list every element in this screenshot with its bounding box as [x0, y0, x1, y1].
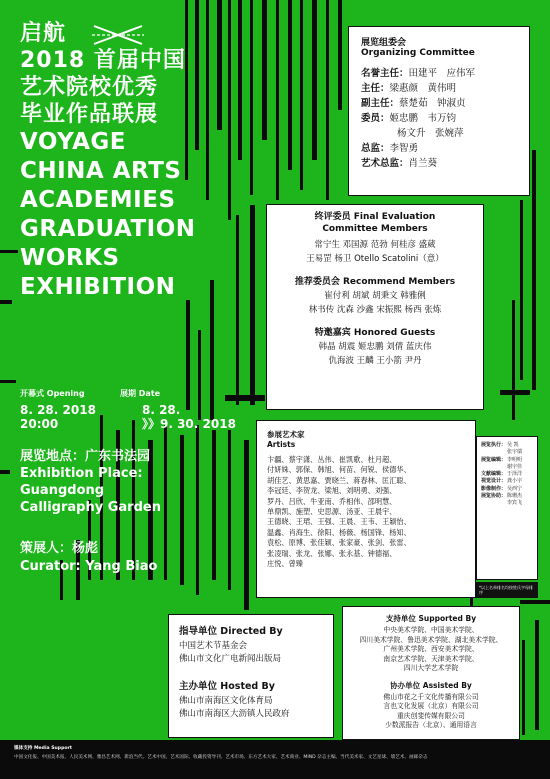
guests-heading: 特邀嘉宾 Honored Guests	[314, 328, 436, 338]
organizing-heading-cn: 展览组委会	[361, 38, 407, 48]
supported-assisted-panel	[342, 606, 520, 740]
period-value: 8. 28. 》》9. 30. 2018	[142, 403, 236, 431]
hosted-label: 主办单位 Hosted By	[179, 681, 275, 692]
exhibition-title	[20, 20, 196, 302]
venue-en: Exhibition Place: Guangdong Calligraphy Garden	[20, 466, 161, 515]
committee-panel	[266, 204, 484, 410]
organizing-row: 名誉主任：田建平 应伟军	[361, 68, 476, 79]
title-cn-line: 艺术院校优秀	[20, 75, 159, 100]
curator-info	[20, 540, 157, 576]
assisted-lines: 佛山市花之千文化传播有限公司 言也文化发展（北京）有限公司 重庆创斐传媒有限公司 少数派报告（北京）、通用语言	[383, 692, 479, 729]
organizing-row: 总监：李智勇	[361, 143, 419, 154]
title-en-line: ACADEMIES	[20, 187, 176, 213]
final-committee-names: 常宁生 邓国源 范勃 何桂彦 盛葳 王易罡 杨卫 Otello Scatolini（意）	[306, 240, 444, 264]
organizing-committee-panel	[348, 26, 530, 196]
venue-info	[20, 448, 161, 516]
title-cn-line: 启航	[20, 21, 67, 46]
opening-label: 开幕式 Opening	[20, 389, 85, 398]
directed-label: 指导单位 Directed By	[179, 626, 283, 637]
artists-heading-en: Artists	[267, 440, 296, 449]
directed-lines: 中国艺术节基金会 佛山市文化广电新闻出版局	[179, 641, 282, 664]
credit-row: 视觉设计： 龚小宇	[481, 478, 523, 485]
period-info	[120, 388, 236, 431]
recommend-names: 崔付利 胡斌 胡秉文 韩雅俐 林书传 沈森 沙鑫 宋振熙 杨西 张炼	[308, 291, 442, 315]
credit-row: 展览编辑： 李明明 谢宇佳	[481, 456, 523, 470]
credit-row: 展览执行： 吴 凯 张宇瑞	[481, 442, 523, 456]
organizing-row: 副主任：蔡楚茹 钟淑贞	[361, 98, 466, 109]
venue-cn: 展览地点：广东书法园	[20, 449, 151, 464]
organizing-row: 委员：姬忠鹏 韦万钧	[361, 113, 457, 124]
directed-hosted-panel	[168, 614, 334, 738]
title-en-line: WORKS	[20, 245, 120, 271]
hosted-lines: 佛山市南海区文化体育局 佛山市南海区大沥镇人民政府	[179, 696, 290, 719]
title-cn-line: 毕业作品联展	[20, 102, 159, 127]
curator-en: Curator: Yang Biao	[20, 559, 158, 574]
title-en-line: CHINA ARTS	[20, 158, 182, 184]
artists-panel	[256, 420, 476, 598]
artists-heading-cn: 参展艺术家	[267, 430, 305, 439]
title-en-line: GRADUATION	[20, 216, 196, 242]
period-label: 展期 Date	[120, 389, 161, 398]
curator-cn: 策展人：杨彪	[20, 541, 99, 556]
organizing-row: 艺术总监：肖兰葵	[361, 158, 438, 169]
credits-panel	[476, 436, 538, 580]
title-en-line: EXHIBITION	[20, 274, 176, 300]
media-support-footer	[0, 740, 550, 779]
final-committee-heading: 终评委员 Final Evaluation Committee Members	[314, 212, 436, 234]
credit-row: 影像制作： 吴西宁	[481, 485, 523, 492]
media-label: 媒体支持 Media Support	[14, 746, 72, 751]
credit-row: 展览协助： 陈珊杰 李宾飞	[481, 493, 523, 507]
ranking-note: *以上名单排名均按姓氏字母排序	[476, 582, 538, 598]
opening-info	[20, 388, 96, 431]
title-en-line: VOYAGE	[20, 129, 126, 155]
opening-value: 8. 28. 2018 20:00	[20, 403, 96, 431]
supported-label: 支持单位 Supported By	[385, 614, 477, 623]
recommend-heading: 推荐委员会 Recommend Members	[294, 277, 456, 287]
organizing-row: 杨文升 张婉萍	[397, 128, 464, 139]
organizing-row: 主任：梁惠颜 黄伟明	[361, 83, 457, 94]
assisted-label: 协办单位 Assisted By	[390, 680, 472, 690]
title-cn-line: 2018 首届中国	[20, 48, 186, 73]
credit-row: 文献编辑： 于泽洋	[481, 471, 523, 478]
guests-names: 韩晶 胡震 姬忠鹏 刘倩 蓝庆伟 仇海波 王麟 王小箭 尹丹	[318, 342, 432, 366]
supported-lines: 中央美术学院、中国美术学院、 四川美术学院、鲁迅美术学院、湖北美术学院、 广州美术学院、西安美术学院、 南京艺术学院、天津美术学院、 四川大学艺术学院	[359, 626, 503, 672]
artists-names: 卞疆、蔡宇潇、丛伟、崔凯歌、杜月超、 付妍姝、郭保、韩旭、何苗、何锐、侯德华、 胡佳艺、黄思嘉、贾晓兰、蒋春林、匡汇聪、 李冠廷、李贺龙、梁旭、刘明勇、刘强、 罗丹、吕欣、牛亚南、乔相伟、邵明慧、 单鼎凯、施塑、史思源、汤亚、王晨宇、 王德晓、王珺、王强、王晨、王韦、王颖怡、 温鑫、肖海生、徐阳、杨薇、杨国锋、杨知、 袁松、原博、张佳颖、张家豪、张剑、张雷、 张凌瑞、张龙、张娜、张永基、钟德福、 庄悦、曾臻	[267, 455, 411, 569]
media-text: 中国文化报、中国美术报、人民美术网、雅昌艺术网、新浪当代、艺术中国、艺术国际、收藏投资导刊、艺术市场、东方艺术大家、艺术商业、MIND 杂志主编、当代美术家、文艺星球、墙艺术、画廊杂志	[14, 755, 428, 760]
organizing-heading-en: Organizing Committee	[361, 48, 475, 58]
